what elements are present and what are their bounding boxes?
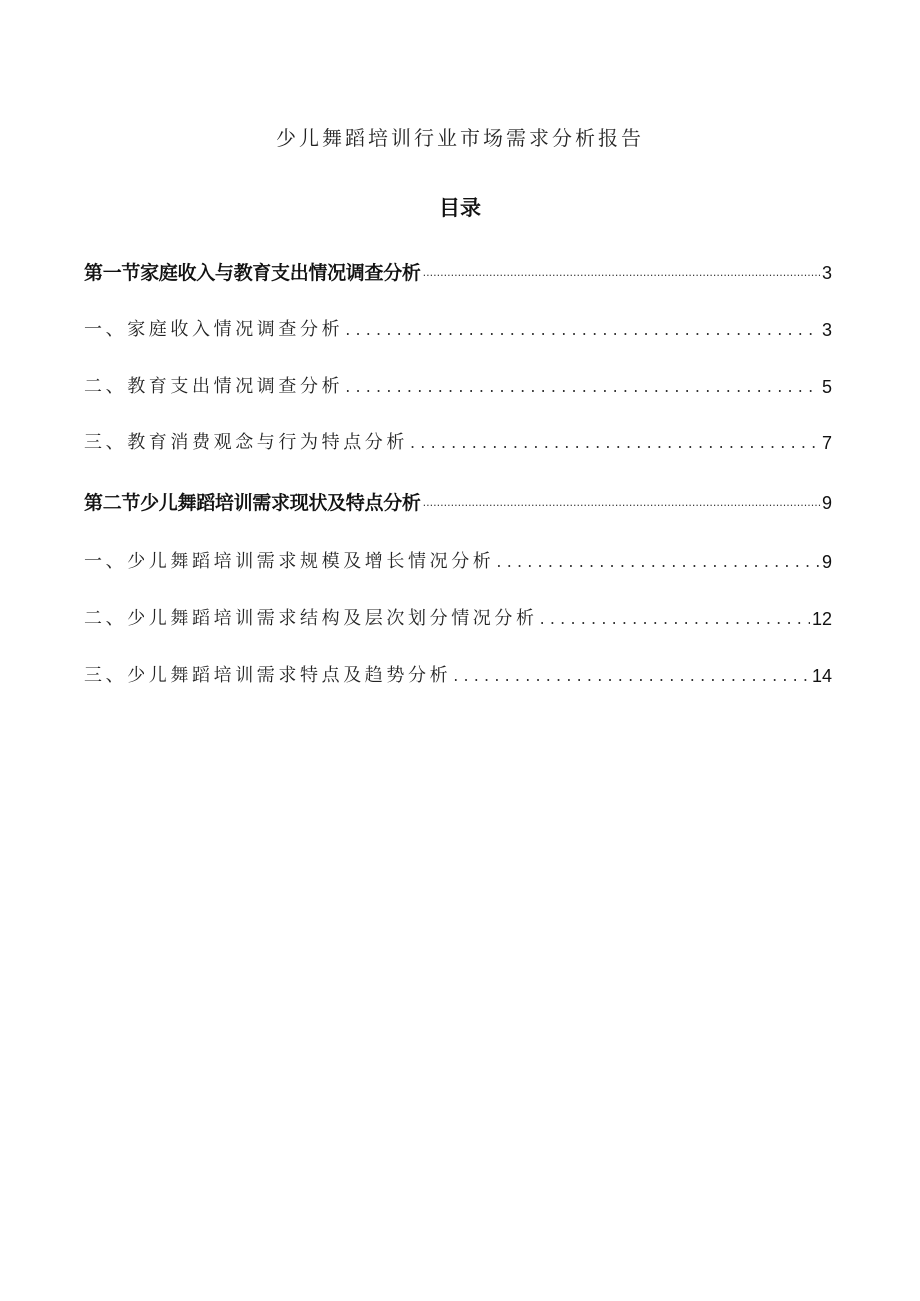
toc-entry-label: 二、少儿舞蹈培训需求结构及层次划分情况分析	[84, 608, 538, 629]
toc-entry-label: 一、少儿舞蹈培训需求规模及增长情况分析	[84, 551, 495, 572]
toc-entry-section-2-3[interactable]	[84, 655, 832, 691]
toc-page-number: 9	[821, 552, 832, 572]
toc-page-number: 7	[821, 433, 832, 453]
toc-dot-leader	[496, 547, 820, 577]
toc-entry-section-2-2[interactable]	[84, 598, 832, 634]
toc-dot-leader	[345, 315, 820, 345]
toc-entry-section-1-2[interactable]	[84, 366, 832, 402]
toc-entry-section-2-1[interactable]	[84, 541, 832, 577]
toc-entry-label: 第二节少儿舞蹈培训需求现状及特点分析	[84, 492, 421, 514]
toc-page-number: 3	[821, 263, 832, 283]
toc-dot-leader	[423, 258, 820, 288]
toc-dot-leader	[423, 488, 820, 518]
toc-dot-leader	[540, 604, 810, 634]
toc-page-number: 3	[821, 320, 832, 340]
toc-page-number: 5	[821, 377, 832, 397]
toc-entry-label: 一、家庭收入情况调查分析	[84, 319, 344, 340]
toc-entry-section-2[interactable]	[84, 482, 832, 518]
toc-entry-label: 三、少儿舞蹈培训需求特点及趋势分析	[84, 665, 452, 686]
toc-entry-label: 三、教育消费观念与行为特点分析	[84, 432, 408, 453]
toc-dot-leader	[453, 661, 810, 691]
toc-page-number: 9	[821, 493, 832, 513]
toc-page-number: 14	[811, 666, 832, 686]
toc-page-number: 12	[811, 609, 832, 629]
toc-entry-label: 二、教育支出情况调查分析	[84, 376, 344, 397]
toc-dot-leader	[410, 428, 820, 458]
toc-entry-section-1[interactable]	[84, 252, 832, 288]
document-title: 少儿舞蹈培训行业市场需求分析报告	[276, 126, 644, 150]
toc-entry-label: 第一节家庭收入与教育支出情况调查分析	[84, 262, 421, 284]
toc-entry-section-1-1[interactable]	[84, 309, 832, 345]
toc-heading: 目录	[439, 196, 481, 220]
toc-dot-leader	[345, 372, 820, 402]
toc-entry-section-1-3[interactable]	[84, 422, 832, 458]
